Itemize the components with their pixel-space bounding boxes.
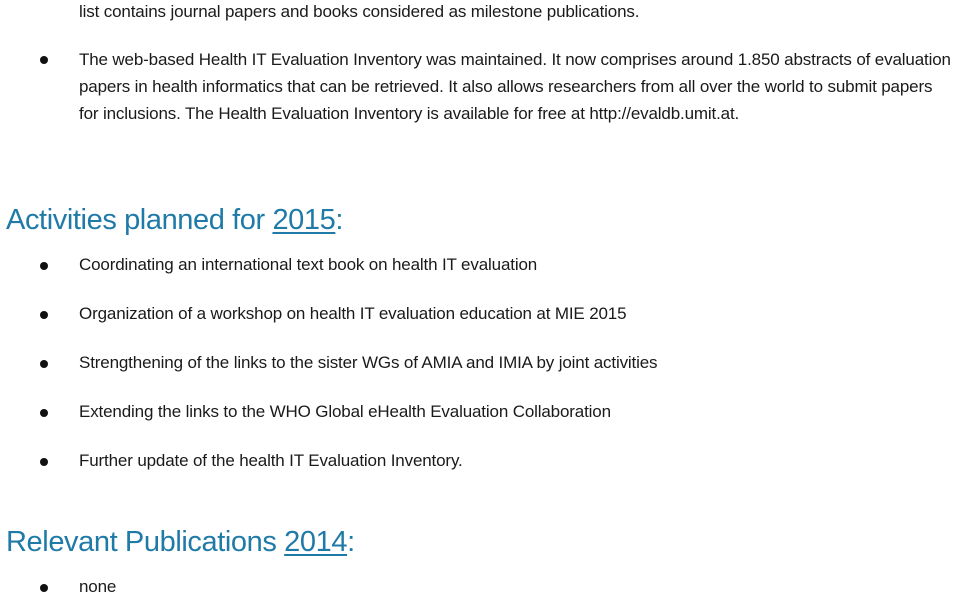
activities-heading-prefix: Activities planned for (6, 204, 273, 236)
bullet-icon (40, 409, 48, 417)
publications-heading (6, 524, 355, 560)
activity-item: Further update of the health IT Evaluation Inventory. (79, 451, 463, 470)
bullet-icon (40, 584, 48, 592)
publications-heading-prefix: Relevant Publications (6, 526, 285, 558)
inventory-text-line-3: for inclusions. The Health Evaluation Inventory is available for free at http://evaldb.umit.at. (79, 104, 740, 123)
activity-item: Extending the links to the WHO Global eHealth Evaluation Collaboration (79, 402, 611, 421)
activities-heading-year: 2015 (272, 204, 336, 236)
publications-heading-year: 2014 (284, 526, 348, 558)
inventory-text-line-2: papers in health informatics that can be retrieved. It also allows researchers from all over the world to submit papers (79, 77, 933, 96)
bullet-icon (40, 262, 48, 270)
activity-item: Coordinating an international text book on health IT evaluation (79, 255, 538, 274)
activities-heading (6, 202, 343, 238)
bullet-icon (40, 458, 48, 466)
publication-item: none (79, 577, 117, 596)
activities-heading-suffix: : (335, 204, 344, 236)
activity-item: Strengthening of the links to the sister WGs of AMIA and IMIA by joint activities (79, 353, 658, 372)
inventory-text-line-1: The web-based Health IT Evaluation Inventory was maintained. It now comprises around 1.850 abstracts of evaluation (79, 50, 951, 69)
activity-item: Organization of a workshop on health IT evaluation education at MIE 2015 (79, 304, 627, 323)
bullet-icon (40, 360, 48, 368)
intro-text-line: list contains journal papers and books considered as milestone publications. (79, 2, 640, 21)
publications-heading-suffix: : (347, 526, 355, 558)
bullet-icon (40, 311, 48, 319)
bullet-icon (40, 56, 48, 64)
